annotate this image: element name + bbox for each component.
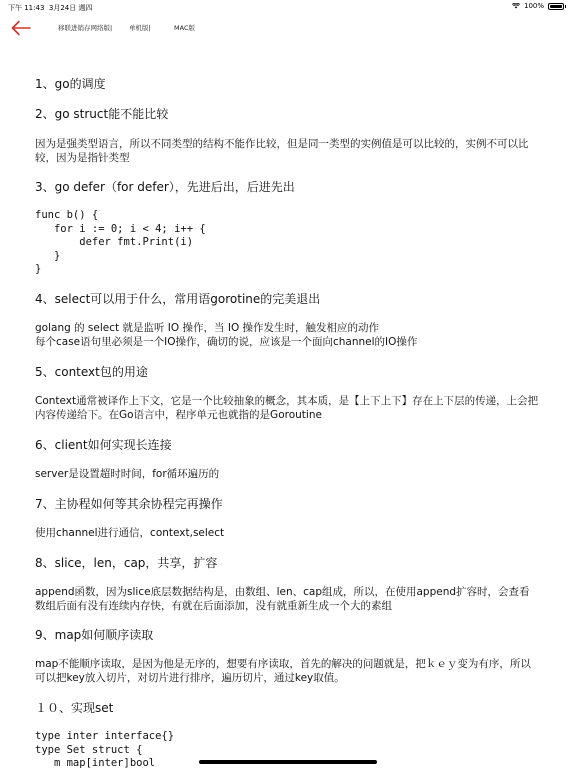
section-body-4: golang 的 select 就是监听 IO 操作，当 IO 操作发生时，触发相应的动作 每个case语句里必须是一个IO操作，确切的说，应该是一个面向channel的IO操作 xyxy=(35,322,418,348)
tab-network-edition[interactable]: 移联进销存网络版| xyxy=(58,24,113,32)
section-title-3: 3、go defer（for defer），先进后出，后进先出 xyxy=(35,180,295,194)
status-bar xyxy=(0,0,576,14)
home-indicator xyxy=(199,760,377,764)
section-code-3: func b() { for i := 0; i < 4; i++ { defer fmt.Print(i) } } xyxy=(35,209,206,276)
battery-tip xyxy=(565,5,566,8)
section-title-6: 6、client如何实现长连接 xyxy=(35,438,172,452)
status-time-date xyxy=(8,3,92,13)
section-title-10: １０、实现set xyxy=(35,701,114,715)
section-title-1: 1、go的调度 xyxy=(35,77,106,91)
section-body-7: 使用channel进行通信，context,select xyxy=(35,527,225,539)
section-body-5: Context通常被译作上下文，它是一个比较抽象的概念，其本质，是【上下上下】存在上下层的传递，上会把内容传递给下。在Go语言中，程序单元也就指的是Goroutine xyxy=(35,395,539,421)
wifi-icon xyxy=(512,3,520,9)
section-title-9: 9、map如何顺序读取 xyxy=(35,628,154,642)
battery-percent: 100% xyxy=(523,2,544,10)
battery-icon xyxy=(548,3,564,10)
section-title-5: 5、context包的用途 xyxy=(35,365,148,379)
back-arrow-icon[interactable] xyxy=(10,19,32,37)
status-time: 下午 11:43 xyxy=(8,4,45,12)
section-title-8: 8、slice，len，cap，共享，扩容 xyxy=(35,556,218,570)
section-body-8: append函数，因为slice底层数据结构是，由数组、len、cap组成，所以，在使用append扩容时，会查看数组后面有没有连续内存快，有就在后面添加，没有就重新生成一个大的素组 xyxy=(35,586,530,612)
status-right xyxy=(512,2,566,10)
tab-standalone-edition[interactable]: 单机版| xyxy=(129,24,151,32)
section-body-6: server是设置超时时间，for循环遍历的 xyxy=(35,468,220,480)
section-body-2: 因为是强类型语言，所以不同类型的结构不能作比较，但是同一类型的实例值是可以比较的，实例不可以比较，因为是指针类型 xyxy=(35,138,529,164)
section-title-2: 2、go struct能不能比较 xyxy=(35,107,169,121)
section-code-10: type inter interface{} type Set struct { m map[inter]bool xyxy=(35,730,175,770)
nav-bar xyxy=(0,14,576,44)
tab-mac-edition[interactable]: MAC版 xyxy=(174,24,195,32)
section-title-4: 4、select可以用于什么，常用语gorotine的完美退出 xyxy=(35,292,321,306)
section-body-9: map不能顺序读取，是因为他是无序的，想要有序读取，首先的解决的问题就是，把ｋｅｙ变为有序，所以可以把key放入切片，对切片进行排序，遍历切片，通过key取值。 xyxy=(35,658,531,684)
status-date: 3月24日 週四 xyxy=(48,4,93,12)
section-title-7: 7、主协程如何等其余协程完再操作 xyxy=(35,497,223,511)
